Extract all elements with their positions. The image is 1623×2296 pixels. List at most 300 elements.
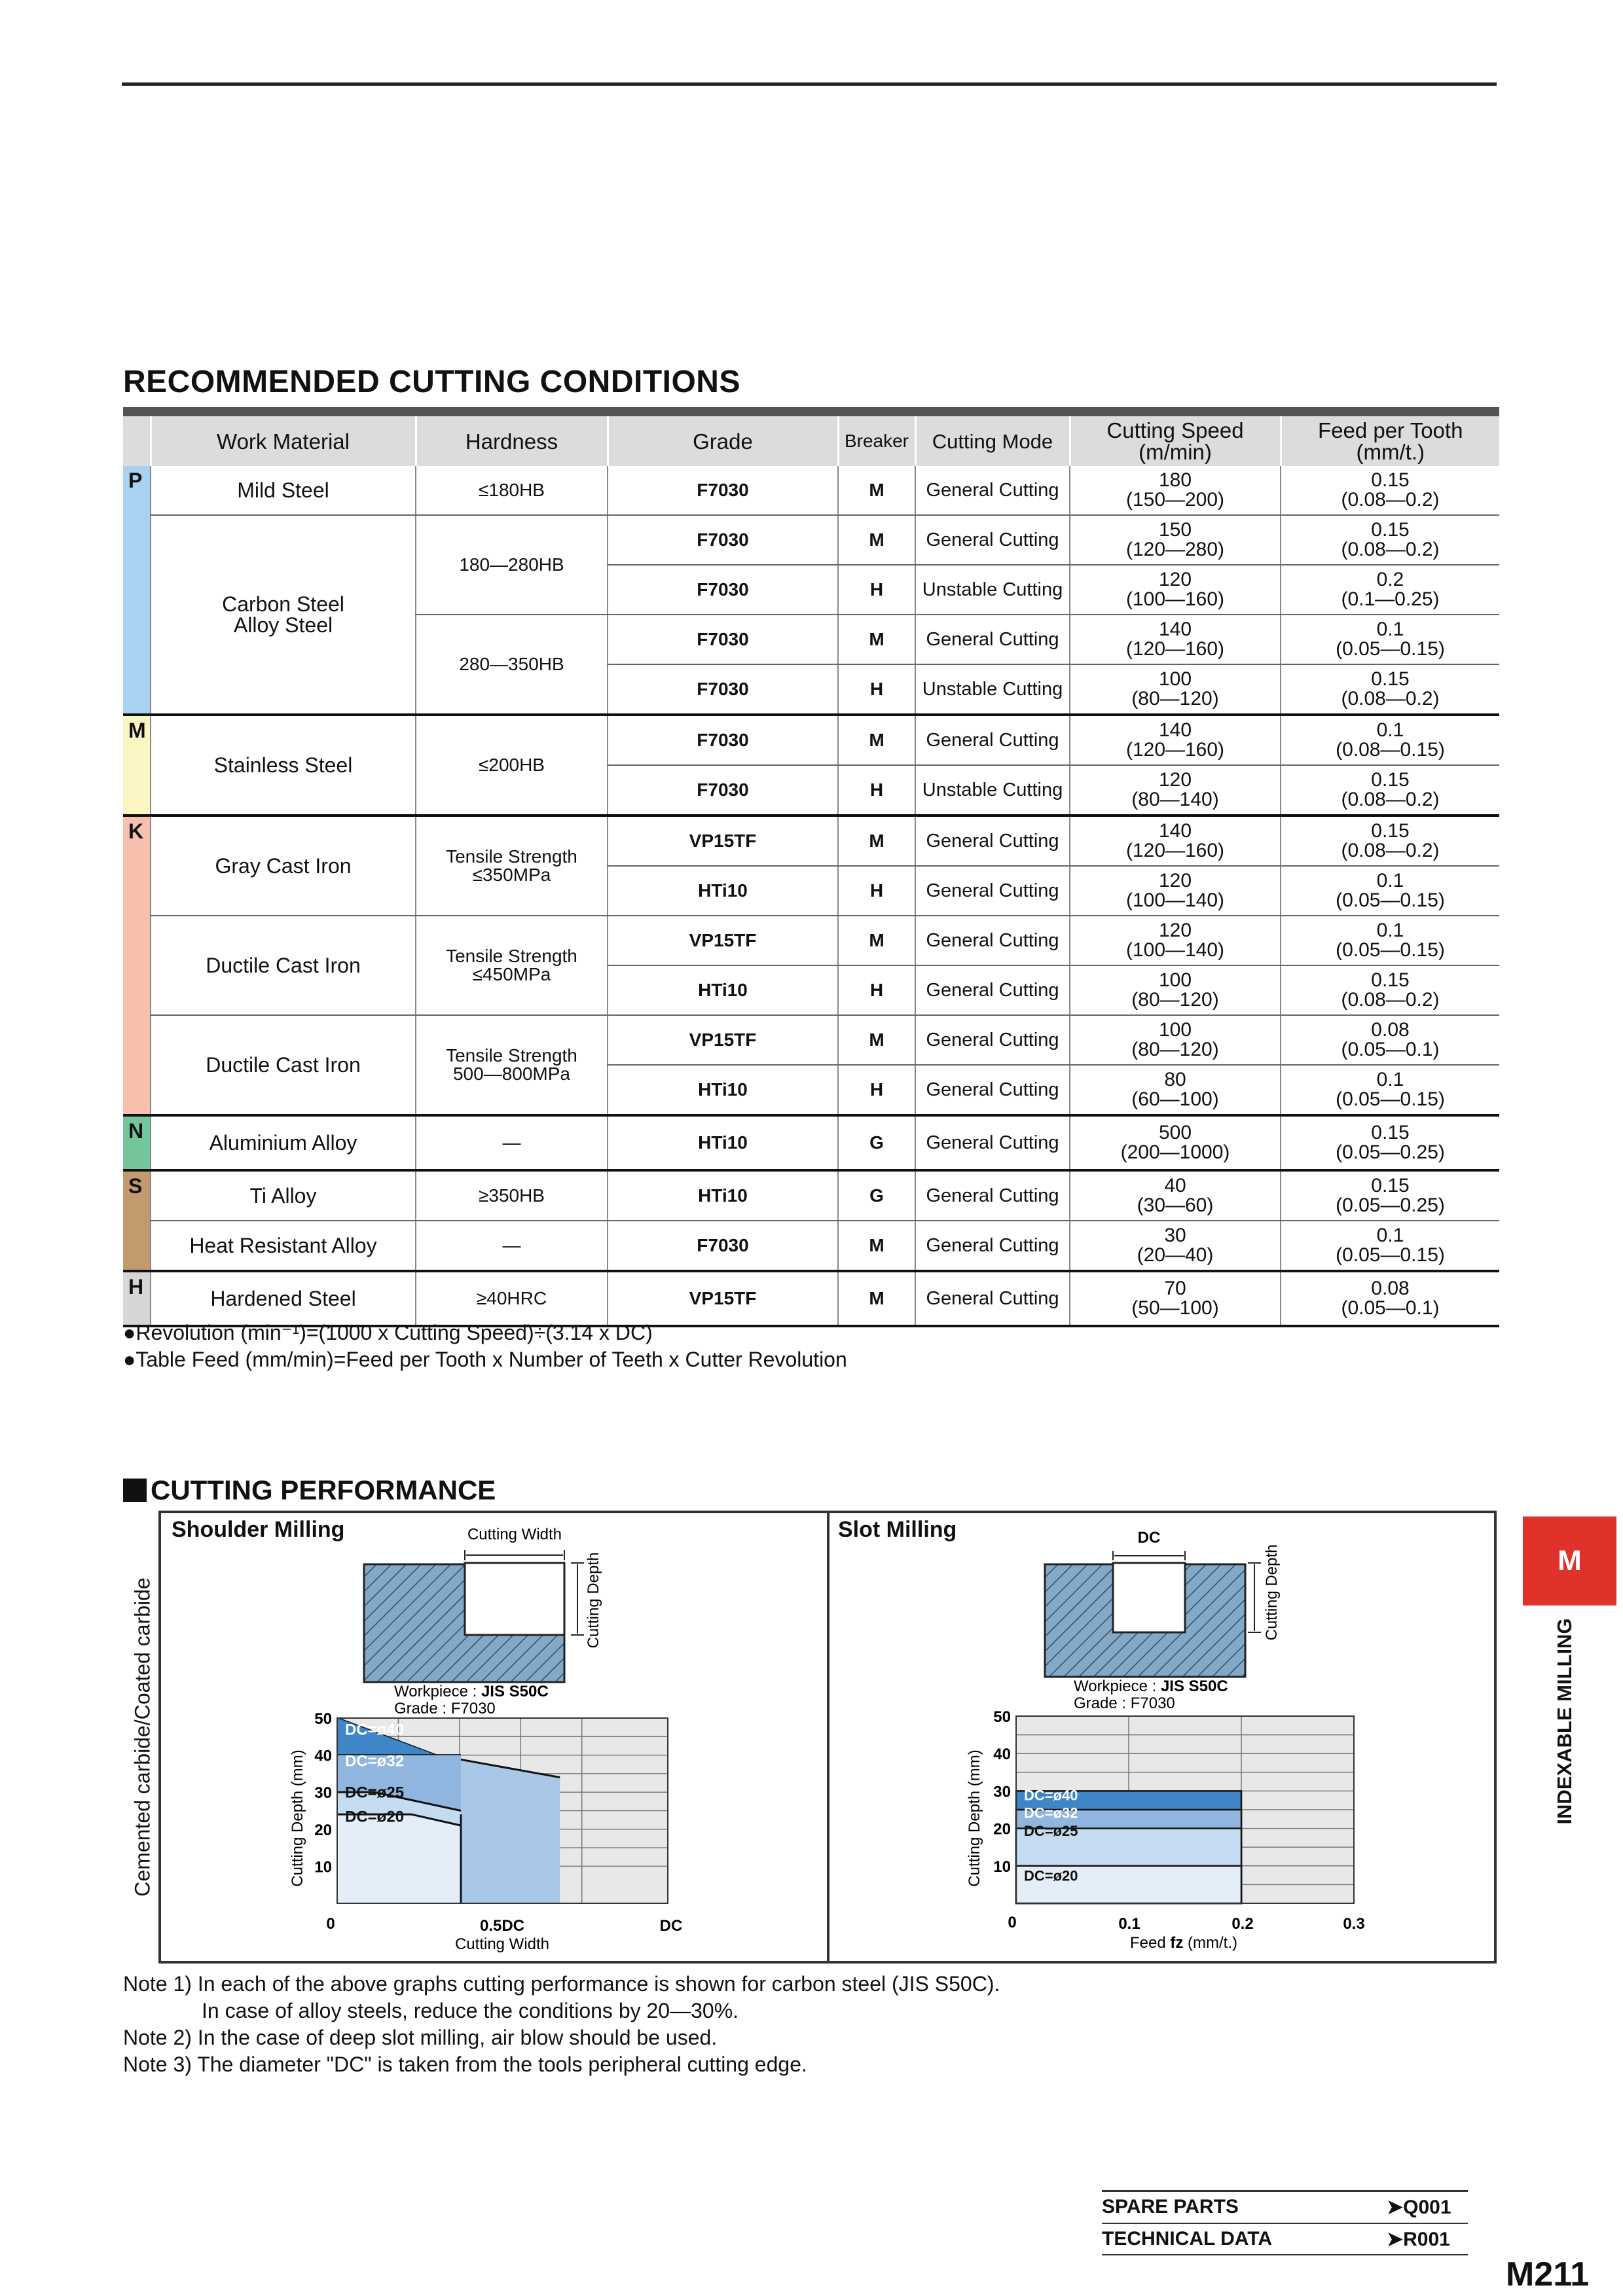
table-body — [123, 466, 1499, 1326]
section-tab: M — [1523, 1516, 1616, 1605]
feed-range: (0.05—0.1) — [1341, 1039, 1440, 1060]
table-row — [123, 1015, 1499, 1065]
ytick-label: 30 — [993, 1783, 1011, 1801]
slot-ylabel: Cutting Depth (mm) — [966, 1749, 983, 1887]
grade: VP15TF — [608, 916, 838, 965]
nav-technical-data[interactable]: TECHNICAL DATA — [1102, 2228, 1272, 2250]
feed-per-tooth — [1281, 1115, 1499, 1170]
shoulder-milling-title: Shoulder Milling — [172, 1517, 345, 1542]
material-group-s: S — [123, 1170, 151, 1271]
table-row — [123, 816, 1499, 866]
feed-value: 0.1 — [1376, 1225, 1404, 1246]
cutting-speed — [1070, 866, 1281, 916]
speed-range: (100—140) — [1125, 939, 1225, 961]
cutting-speed — [1070, 715, 1281, 765]
nav-spare-parts-ref-text: Q001 — [1403, 2197, 1451, 2218]
series-label: DC=ø40 — [345, 1721, 405, 1739]
hardness — [416, 1115, 608, 1170]
breaker: M — [838, 1271, 915, 1326]
slot-milling-figure — [830, 1513, 1495, 1962]
feed-range: (0.05—0.15) — [1336, 939, 1445, 961]
note-1-cont: In case of alloy steels, reduce the conditions by 20—30%. — [202, 1999, 739, 2022]
feed-value: 0.15 — [1371, 668, 1410, 690]
hardness-line: Tensile Strength — [446, 1045, 577, 1066]
nav-rule-mid — [1102, 2223, 1468, 2224]
speed-range: (60—100) — [1131, 1088, 1219, 1110]
table-row — [123, 1221, 1499, 1271]
speed-value: 120 — [1158, 569, 1192, 590]
nav-rule-bottom — [1102, 2254, 1468, 2255]
group-header — [123, 416, 151, 466]
table-row — [123, 1271, 1499, 1326]
grade: F7030 — [608, 466, 838, 515]
speed-range: (120—160) — [1125, 638, 1225, 660]
grade: VP15TF — [608, 816, 838, 866]
hardness-line: ≤180HB — [479, 480, 545, 500]
feed-per-tooth — [1281, 1015, 1499, 1065]
grade: HTi10 — [608, 1065, 838, 1115]
series-label: DC=ø40 — [1024, 1787, 1078, 1804]
header-grade: Grade — [608, 416, 838, 466]
feed-per-tooth — [1281, 816, 1499, 866]
ytick-label: 50 — [314, 1710, 332, 1728]
work-material-line: Aluminium Alloy — [209, 1131, 357, 1155]
speed-range: (100—140) — [1125, 889, 1225, 911]
feed-range: (0.05—0.25) — [1336, 1141, 1445, 1163]
shoulder-grade-label: Grade : F7030 — [394, 1700, 496, 1717]
material-group-k: K — [123, 816, 151, 1115]
speed-range: (100—160) — [1125, 588, 1225, 610]
breaker: H — [838, 1065, 915, 1115]
cutting-speed — [1070, 916, 1281, 965]
feed-per-tooth — [1281, 916, 1499, 965]
hardness — [416, 515, 608, 615]
feed-value: 0.15 — [1371, 1175, 1410, 1196]
hardness-line: — — [502, 1235, 521, 1255]
header-cutting-mode: Cutting Mode — [915, 416, 1070, 466]
speed-value: 100 — [1158, 1019, 1192, 1041]
feed-value: 0.15 — [1371, 769, 1410, 791]
note-1: Note 1) In each of the above graphs cutting performance is shown for carbon steel (JIS S50C). — [123, 1972, 1000, 1996]
performance-title-text: CUTTING PERFORMANCE — [151, 1475, 496, 1505]
slot-region — [1113, 1563, 1185, 1632]
breaker: H — [838, 565, 915, 615]
hardness-line: Tensile Strength — [446, 846, 577, 867]
ytick-label: 10 — [314, 1858, 332, 1876]
hardness-line: ≤350MPa — [472, 865, 551, 885]
work-material-line: Ductile Cast Iron — [206, 1053, 361, 1077]
section-side-label: INDEXABLE MILLING — [1553, 1618, 1576, 1825]
speed-range: (150—200) — [1125, 489, 1225, 511]
material-group-n: N — [123, 1115, 151, 1170]
cutting-mode: General Cutting — [915, 715, 1070, 765]
grade: HTi10 — [608, 965, 838, 1015]
feed-per-tooth — [1281, 1170, 1499, 1221]
hardness — [416, 615, 608, 715]
note-3: Note 3) The diameter "DC" is taken from the tools peripheral cutting edge. — [123, 2053, 807, 2076]
arrow-right-icon: ➤ — [1387, 2229, 1404, 2250]
hardness — [416, 1015, 608, 1115]
breaker: M — [838, 916, 915, 965]
material-group-p: P — [123, 466, 151, 715]
performance-side-label: Cemented carbide/Coated carbide — [130, 1577, 155, 1897]
grade: F7030 — [608, 565, 838, 615]
table-row — [123, 1115, 1499, 1170]
page-number: M211 — [1506, 2255, 1590, 2293]
series-label: DC=ø32 — [345, 1752, 405, 1770]
shoulder-ylabel: Cutting Depth (mm) — [289, 1749, 306, 1887]
breaker: M — [838, 1221, 915, 1271]
shoulder-workpiece-value: JIS S50C — [481, 1683, 549, 1700]
shoulder-workpiece-prefix: Workpiece : — [394, 1683, 481, 1700]
feed-range: (0.05—0.15) — [1336, 1088, 1445, 1110]
feed-value: 0.2 — [1376, 569, 1404, 590]
feed-per-tooth — [1281, 615, 1499, 664]
slot-xtick-2: 0.2 — [1231, 1915, 1254, 1933]
feed-per-tooth — [1281, 765, 1499, 816]
work-material-line: Hardened Steel — [210, 1287, 356, 1310]
work-material — [151, 816, 416, 916]
shoulder-xlabel: Cutting Width — [454, 1935, 550, 1953]
work-material-line: Carbon Steel — [222, 592, 344, 616]
feed-range: (0.05—0.25) — [1336, 1194, 1445, 1216]
header-feed-line1: Feed per Tooth — [1318, 418, 1463, 442]
hardness — [416, 916, 608, 1015]
feed-value: 0.1 — [1376, 870, 1404, 891]
breaker: M — [838, 515, 915, 565]
speed-range: (80—140) — [1131, 789, 1219, 810]
cutting-mode: General Cutting — [915, 916, 1070, 965]
shoulder-milling-figure — [162, 1513, 826, 1962]
shoulder-depth-label: Cutting Depth — [585, 1552, 602, 1649]
breaker: M — [838, 1015, 915, 1065]
breaker: G — [838, 1115, 915, 1170]
note-2: Note 2) In the case of deep slot milling, air blow should be used. — [123, 2026, 718, 2049]
ytick-label: 40 — [314, 1747, 332, 1765]
cutting-speed — [1070, 965, 1281, 1015]
feed-per-tooth — [1281, 466, 1499, 515]
feed-value: 0.1 — [1376, 619, 1404, 640]
table-row — [123, 715, 1499, 765]
speed-value: 70 — [1164, 1278, 1186, 1299]
feed-per-tooth — [1281, 1065, 1499, 1115]
hardness-line: ≤200HB — [479, 755, 545, 775]
cutting-speed — [1070, 515, 1281, 565]
hardness-line: ≤450MPa — [472, 964, 551, 984]
breaker: M — [838, 466, 915, 515]
speed-range: (120—160) — [1125, 739, 1225, 761]
speed-value: 500 — [1158, 1122, 1192, 1143]
grade: F7030 — [608, 615, 838, 664]
speed-value: 140 — [1158, 820, 1192, 842]
ytick-label: 30 — [314, 1784, 332, 1803]
hardness — [416, 1271, 608, 1326]
speed-range: (120—280) — [1125, 539, 1225, 560]
breaker: H — [838, 765, 915, 816]
header-cutting-speed — [1070, 416, 1281, 466]
work-material-line: Heat Resistant Alloy — [189, 1234, 377, 1257]
work-material — [151, 715, 416, 816]
hardness — [416, 1221, 608, 1271]
breaker: M — [838, 615, 915, 664]
grade: F7030 — [608, 765, 838, 816]
cutting-speed — [1070, 1271, 1281, 1326]
slot-xtick-3: 0.3 — [1343, 1915, 1365, 1933]
header-speed-line1: Cutting Speed — [1106, 418, 1244, 442]
cutting-mode: General Cutting — [915, 1015, 1070, 1065]
grade: HTi10 — [608, 866, 838, 916]
grade: HTi10 — [608, 1115, 838, 1170]
breaker: M — [838, 816, 915, 866]
feed-range: (0.08—0.2) — [1341, 489, 1440, 511]
header-feed-line2: (mm/t.) — [1356, 440, 1425, 464]
ytick-label: 40 — [993, 1746, 1011, 1764]
slot-workpiece-value: JIS S50C — [1160, 1677, 1228, 1695]
work-material-line: Gray Cast Iron — [215, 854, 352, 878]
feed-value: 0.1 — [1376, 719, 1404, 741]
cutting-mode: General Cutting — [915, 816, 1070, 866]
cutting-mode: General Cutting — [915, 1170, 1070, 1221]
slot-milling-chart — [993, 1708, 1354, 1903]
work-material — [151, 1015, 416, 1115]
feed-value: 0.15 — [1371, 969, 1410, 991]
header-breaker: Breaker — [838, 416, 915, 466]
grade: F7030 — [608, 515, 838, 565]
speed-range: (80—120) — [1131, 989, 1219, 1011]
cutting-mode: General Cutting — [915, 965, 1070, 1015]
hardness-line: 180—280HB — [459, 554, 564, 575]
slot-xlabel-unit: (mm/t.) — [1183, 1934, 1238, 1952]
cutting-mode: General Cutting — [915, 466, 1070, 515]
formula-table-feed: ●Table Feed (mm/min)=Feed per Tooth x Number of Teeth x Cutter Revolution — [123, 1348, 847, 1371]
speed-value: 140 — [1158, 719, 1192, 741]
feed-value: 0.15 — [1371, 1122, 1410, 1143]
grade: F7030 — [608, 715, 838, 765]
slot-width-label: DC — [1137, 1529, 1161, 1547]
hardness — [416, 466, 608, 515]
shoulder-workpiece-diagram — [364, 1526, 602, 1717]
speed-value: 120 — [1158, 870, 1192, 891]
hardness-line: ≥350HB — [479, 1185, 545, 1206]
speed-value: 80 — [1164, 1069, 1186, 1090]
work-material — [151, 515, 416, 715]
hardness-line: 280—350HB — [459, 654, 564, 674]
square-bullet-icon — [123, 1479, 147, 1502]
speed-range: (80—120) — [1131, 688, 1219, 709]
arrow-right-icon: ➤ — [1387, 2197, 1404, 2218]
shoulder-milling-chart — [314, 1710, 668, 1903]
cutting-mode: General Cutting — [915, 1271, 1070, 1326]
cutting-mode: Unstable Cutting — [915, 565, 1070, 615]
feed-range: (0.05—0.15) — [1336, 889, 1445, 911]
speed-range: (120—160) — [1125, 840, 1225, 861]
feed-per-tooth — [1281, 715, 1499, 765]
formula-revolution: ●Revolution (min⁻¹)=(1000 x Cutting Speed)÷(3.14 x DC) — [123, 1321, 653, 1344]
feed-per-tooth — [1281, 965, 1499, 1015]
hardness-line: ≥40HRC — [476, 1288, 547, 1308]
breaker: H — [838, 664, 915, 715]
work-material-line: Stainless Steel — [213, 753, 353, 777]
table-row — [123, 466, 1499, 515]
header-speed-line2: (m/min) — [1139, 440, 1212, 464]
feed-per-tooth — [1281, 515, 1499, 565]
slot-xlabel — [1130, 1934, 1237, 1952]
slot-workpiece-diagram — [1045, 1529, 1281, 1712]
feed-value: 0.15 — [1371, 519, 1410, 541]
feed-per-tooth — [1281, 866, 1499, 916]
cutting-conditions-table — [123, 416, 1499, 1327]
feed-value: 0.15 — [1371, 469, 1410, 491]
shoulder-xtick-dc: DC — [659, 1917, 683, 1935]
cutting-mode: General Cutting — [915, 515, 1070, 565]
feed-per-tooth — [1281, 1221, 1499, 1271]
speed-range: (50—100) — [1131, 1297, 1219, 1319]
cutting-speed — [1070, 1065, 1281, 1115]
cutting-mode: Unstable Cutting — [915, 664, 1070, 715]
material-group-h: H — [123, 1271, 151, 1326]
nav-spare-parts[interactable]: SPARE PARTS — [1102, 2196, 1239, 2217]
slot-xtick-1: 0.1 — [1118, 1915, 1140, 1933]
ytick-label: 20 — [993, 1820, 1011, 1839]
hardness — [416, 1170, 608, 1221]
speed-value: 140 — [1158, 619, 1192, 640]
feed-range: (0.05—0.15) — [1336, 1244, 1445, 1266]
work-material — [151, 1170, 416, 1221]
slot-origin: 0 — [1008, 1914, 1017, 1931]
grade: HTi10 — [608, 1170, 838, 1221]
cutting-speed — [1070, 1221, 1281, 1271]
slot-workpiece-label — [1074, 1677, 1228, 1695]
speed-range: (20—40) — [1137, 1244, 1214, 1266]
speed-range: (200—1000) — [1120, 1141, 1230, 1163]
speed-value: 100 — [1158, 969, 1192, 991]
table-row — [123, 515, 1499, 565]
feed-range: (0.05—0.15) — [1336, 638, 1445, 660]
feed-value: 0.08 — [1371, 1278, 1410, 1299]
slot-depth-label: Cutting Depth — [1263, 1544, 1281, 1641]
ytick-label: 50 — [993, 1708, 1011, 1726]
nav-technical-data-ref-text: R001 — [1403, 2229, 1450, 2250]
series-dc20-area — [337, 1814, 461, 1903]
ytick-label: 10 — [993, 1857, 1011, 1876]
slot-xlabel-var: fz — [1170, 1934, 1184, 1952]
speed-value: 180 — [1158, 469, 1192, 491]
cutting-speed — [1070, 565, 1281, 615]
breaker: M — [838, 715, 915, 765]
breaker: H — [838, 965, 915, 1015]
feed-per-tooth — [1281, 565, 1499, 615]
feed-range: (0.08—0.2) — [1341, 989, 1440, 1011]
feed-value: 0.1 — [1376, 1069, 1404, 1090]
feed-range: (0.08—0.2) — [1341, 789, 1440, 810]
series-label: DC=ø20 — [1024, 1867, 1078, 1884]
cutting-speed — [1070, 466, 1281, 515]
shoulder-origin: 0 — [326, 1915, 335, 1933]
table-row — [123, 916, 1499, 965]
speed-value: 40 — [1164, 1175, 1186, 1196]
work-material — [151, 466, 416, 515]
cut-region — [465, 1563, 564, 1635]
feed-range: (0.05—0.1) — [1341, 1297, 1440, 1319]
nav-spare-parts-ref[interactable] — [1387, 2196, 1451, 2219]
work-material-line: Ti Alloy — [249, 1184, 317, 1208]
cutting-speed — [1070, 1115, 1281, 1170]
cutting-speed — [1070, 1015, 1281, 1065]
nav-technical-data-ref[interactable] — [1387, 2228, 1450, 2251]
feed-range: (0.08—0.15) — [1336, 739, 1445, 761]
top-rule — [122, 82, 1497, 86]
shoulder-width-label: Cutting Width — [467, 1526, 562, 1543]
hardness-line: Tensile Strength — [446, 946, 577, 966]
slot-grade-label: Grade : F7030 — [1074, 1695, 1175, 1712]
cutting-mode: General Cutting — [915, 866, 1070, 916]
hardness-line: — — [502, 1132, 521, 1153]
feed-range: (0.08—0.2) — [1341, 840, 1440, 861]
table-row — [123, 1170, 1499, 1221]
speed-value: 120 — [1158, 769, 1192, 791]
speed-value: 120 — [1158, 920, 1192, 941]
slot-xlabel-prefix: Feed — [1129, 1934, 1171, 1952]
performance-divider — [827, 1511, 830, 1964]
series-label: DC=ø25 — [1024, 1823, 1078, 1840]
grade: VP15TF — [608, 1271, 838, 1326]
cutting-speed — [1070, 664, 1281, 715]
speed-range: (80—120) — [1131, 1039, 1219, 1060]
cutting-speed — [1070, 765, 1281, 816]
header-hardness: Hardness — [416, 416, 608, 466]
feed-range: (0.1—0.25) — [1341, 588, 1440, 610]
feed-value: 0.15 — [1371, 820, 1410, 842]
speed-range: (30—60) — [1137, 1194, 1214, 1216]
work-material-line: Ductile Cast Iron — [206, 954, 361, 977]
work-material-line: Alloy Steel — [233, 613, 333, 637]
cutting-speed — [1070, 1170, 1281, 1221]
series-label: DC=ø32 — [1024, 1804, 1078, 1821]
feed-per-tooth — [1281, 1271, 1499, 1326]
ytick-label: 20 — [314, 1821, 332, 1839]
slot-workpiece-prefix: Workpiece : — [1074, 1677, 1161, 1695]
series-label: DC=ø25 — [345, 1784, 405, 1802]
speed-value: 30 — [1164, 1225, 1186, 1246]
feed-range: (0.08—0.2) — [1341, 539, 1440, 560]
shoulder-xtick-half: 0.5DC — [479, 1917, 525, 1935]
feed-range: (0.08—0.2) — [1341, 688, 1440, 709]
material-group-m: M — [123, 715, 151, 816]
slot-milling-title: Slot Milling — [838, 1517, 957, 1542]
work-material — [151, 1271, 416, 1326]
hardness-line: 500—800MPa — [452, 1064, 570, 1084]
cutting-mode: Unstable Cutting — [915, 765, 1070, 816]
table-header — [123, 416, 1499, 466]
grade: VP15TF — [608, 1015, 838, 1065]
cutting-mode: General Cutting — [915, 1221, 1070, 1271]
series-label: DC=ø20 — [345, 1808, 405, 1826]
performance-title — [123, 1475, 496, 1506]
cutting-mode: General Cutting — [915, 615, 1070, 664]
title-bar — [123, 407, 1499, 416]
feed-value: 0.08 — [1371, 1019, 1410, 1041]
cutting-mode: General Cutting — [915, 1115, 1070, 1170]
grade: F7030 — [608, 1221, 838, 1271]
work-material — [151, 1115, 416, 1170]
header-feed-per-tooth — [1281, 416, 1499, 466]
speed-value: 150 — [1158, 519, 1192, 541]
work-material-line: Mild Steel — [237, 478, 329, 502]
work-material — [151, 916, 416, 1015]
nav-rule-top — [1102, 2190, 1468, 2192]
feed-per-tooth — [1281, 664, 1499, 715]
feed-value: 0.1 — [1376, 920, 1404, 941]
